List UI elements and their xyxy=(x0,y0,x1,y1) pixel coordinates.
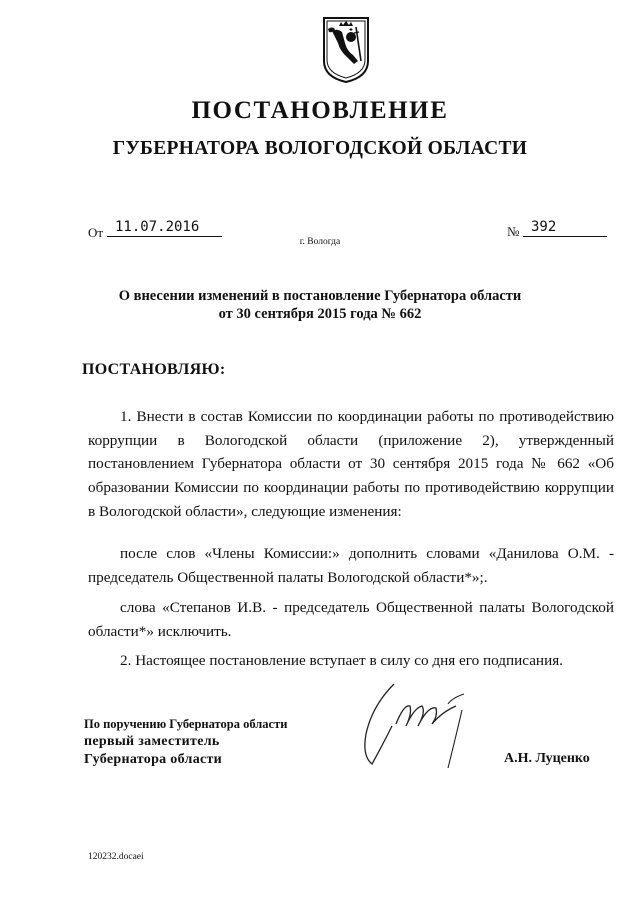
paragraph-4: 2. Настоящее постановление вступает в силу со дня его подписания. xyxy=(120,652,563,669)
document-title: ПОСТАНОВЛЕНИЕ xyxy=(191,97,449,124)
paragraph-2: после слов «Члены Комиссии:» дополнить словами «Данилова О.М. - председатель Общественной палаты Вологодской области*»;. xyxy=(88,545,614,586)
document-subject xyxy=(0,287,640,323)
coat-of-arms-icon xyxy=(323,17,369,83)
signature-authority: По поручению Губернатора области xyxy=(84,717,288,731)
handwritten-signature xyxy=(352,676,472,788)
document-number: 392 xyxy=(523,219,607,237)
document-date: 11.07.2016 xyxy=(107,219,222,237)
date-label: От xyxy=(88,225,104,240)
number-label: № xyxy=(507,224,520,239)
document-subtitle: ГУБЕРНАТОРА ВОЛОГОДСКОЙ ОБЛАСТИ xyxy=(112,138,528,159)
decree-heading: ПОСТАНОВЛЯЮ: xyxy=(82,361,226,378)
subject-line-2: от 30 сентября 2015 года № 662 xyxy=(218,306,422,322)
signature-position: первый заместитель xyxy=(84,734,220,749)
subject-line-1: О внесении изменений в постановление Губернатора области xyxy=(118,288,522,304)
signature-position-2: Губернатора области xyxy=(84,752,223,767)
paragraph-3: слова «Степанов И.В. - председатель Общественной палаты Вологодской области*» исключить. xyxy=(88,599,614,640)
city-name: г. Вологда xyxy=(299,237,341,247)
signer-name: А.Н. Луценко xyxy=(504,751,590,766)
file-reference: 120232.docaei xyxy=(88,852,144,862)
paragraph-1: 1. Внести в состав Комиссии по координации работы по противодействию коррупции в Вологодской области (приложение 2), утвержденный постановлением Губернатора области от 30 сентября 2015 года № 662 «Об образовании Комиссии по координации работы по противодействию коррупции в Вологодской области», следующие изменения: xyxy=(88,408,614,520)
